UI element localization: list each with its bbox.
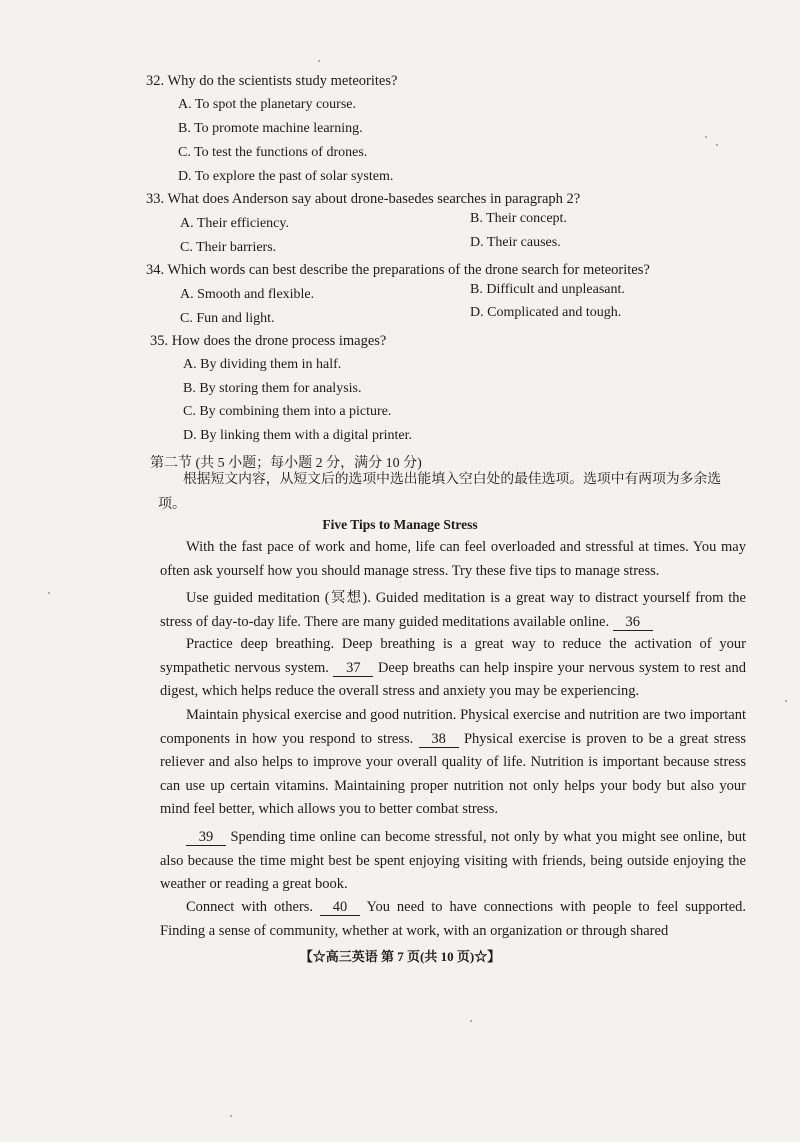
passage-paragraph-2	[160, 587, 746, 634]
question-35-option-c: C. By combining them into a picture.	[183, 404, 392, 419]
question-32-option-c: C. To test the functions of drones.	[178, 145, 368, 160]
paragraph-2-text: Use guided meditation (冥想). Guided meditation is a great way to distract yourself from the stress of day-to-day life. There are many guided meditations available online.	[160, 590, 746, 630]
question-34-option-a: A. Smooth and flexible.	[180, 287, 315, 302]
question-35-stem: 35. How does the drone process images?	[150, 333, 387, 349]
passage-title: Five Tips to Manage Stress	[322, 517, 478, 532]
question-34-option-d: D. Complicated and tough.	[470, 305, 622, 320]
blank-39: 39	[186, 829, 226, 846]
question-33-option-d: D. Their causes.	[470, 235, 561, 250]
question-33-option-a: A. Their efficiency.	[180, 216, 289, 231]
question-32-stem: 32. Why do the scientists study meteorites?	[146, 73, 398, 89]
passage-paragraph-4	[160, 704, 746, 822]
passage-paragraph-3	[160, 633, 746, 704]
paragraph-4-text-b: Physical exercise is proven to be a great stress reliever and also helps to improve your overall quality of life. Nutrition is important because stress can use up certain vitamins. Maintaining proper nutrition not only helps your body but also your mind feel better, which allows you to better combat stress.	[160, 730, 746, 817]
scan-speck	[48, 592, 50, 594]
blank-36: 36	[613, 614, 653, 631]
paragraph-6-text-a: Connect with others.	[186, 899, 314, 915]
blank-38: 38	[419, 731, 459, 748]
scan-speck	[230, 1115, 232, 1117]
paragraph-4-text-a: Maintain physical exercise and good nutrition. Physical exercise and nutrition are two important components in how you respond to stress.	[160, 707, 746, 747]
question-33-option-c: C. Their barriers.	[180, 240, 277, 255]
page-footer: 【☆高三英语 第 7 页(共 10 页)☆】	[299, 949, 501, 964]
section-instruction-line2: 项。	[158, 497, 186, 512]
passage-paragraph-6	[160, 896, 746, 943]
question-32-option-b: B. To promote machine learning.	[178, 121, 363, 136]
paragraph-1-text: With the fast pace of work and home, life can feel overloaded and stressful at times. You may often ask yourself how you should manage stress. Try these five tips to manage stress.	[160, 539, 746, 579]
scan-speck	[705, 136, 707, 138]
section-heading: 第二节 (共 5 小题；每小题 2 分，满分 10 分)	[150, 456, 422, 471]
question-35-option-b: B. By storing them for analysis.	[183, 381, 362, 396]
scan-speck	[785, 700, 787, 702]
section-instruction-line1: 根据短文内容，从短文后的选项中选出能填入空白处的最佳选项。选项中有两项为多余选	[183, 471, 722, 486]
question-34-option-b: B. Difficult and unpleasant.	[470, 282, 625, 297]
blank-37: 37	[333, 660, 373, 677]
question-35-option-d: D. By linking them with a digital printer.	[183, 428, 413, 443]
paragraph-5-text: Spending time online can become stressful, not only by what you might see online, but also because the time might best be spent enjoying visiting with friends, being outside enjoying the weather or reading a great book.	[160, 829, 746, 892]
passage-paragraph-1	[160, 536, 746, 583]
question-33-option-b: B. Their concept.	[470, 211, 567, 226]
scan-speck	[318, 60, 320, 62]
paragraph-3-text-a: Practice deep breathing. Deep breathing is a great way to reduce the activation of your sympathetic nervous system.	[160, 636, 746, 676]
scan-speck	[716, 144, 718, 146]
question-32-option-a: A. To spot the planetary course.	[178, 97, 356, 112]
paragraph-3-text-b: Deep breaths can help inspire your nervous system to rest and digest, which helps reduce the overall stress and anxiety you may be experiencing.	[160, 659, 746, 699]
question-34-option-c: C. Fun and light.	[180, 311, 275, 326]
question-33-stem: 33. What does Anderson say about drone-basedes searches in paragraph 2?	[146, 191, 581, 207]
scan-speck	[470, 1020, 472, 1022]
question-32-option-d: D. To explore the past of solar system.	[178, 169, 394, 184]
paragraph-6-text-b: You need to have connections with people to feel supported. Finding a sense of community, whether at work, with an organization or through shared	[160, 899, 747, 939]
blank-40: 40	[320, 899, 360, 916]
question-34-stem: 34. Which words can best describe the preparations of the drone search for meteorites?	[146, 262, 650, 278]
passage-paragraph-5	[160, 826, 746, 897]
question-35-option-a: A. By dividing them in half.	[183, 357, 342, 372]
